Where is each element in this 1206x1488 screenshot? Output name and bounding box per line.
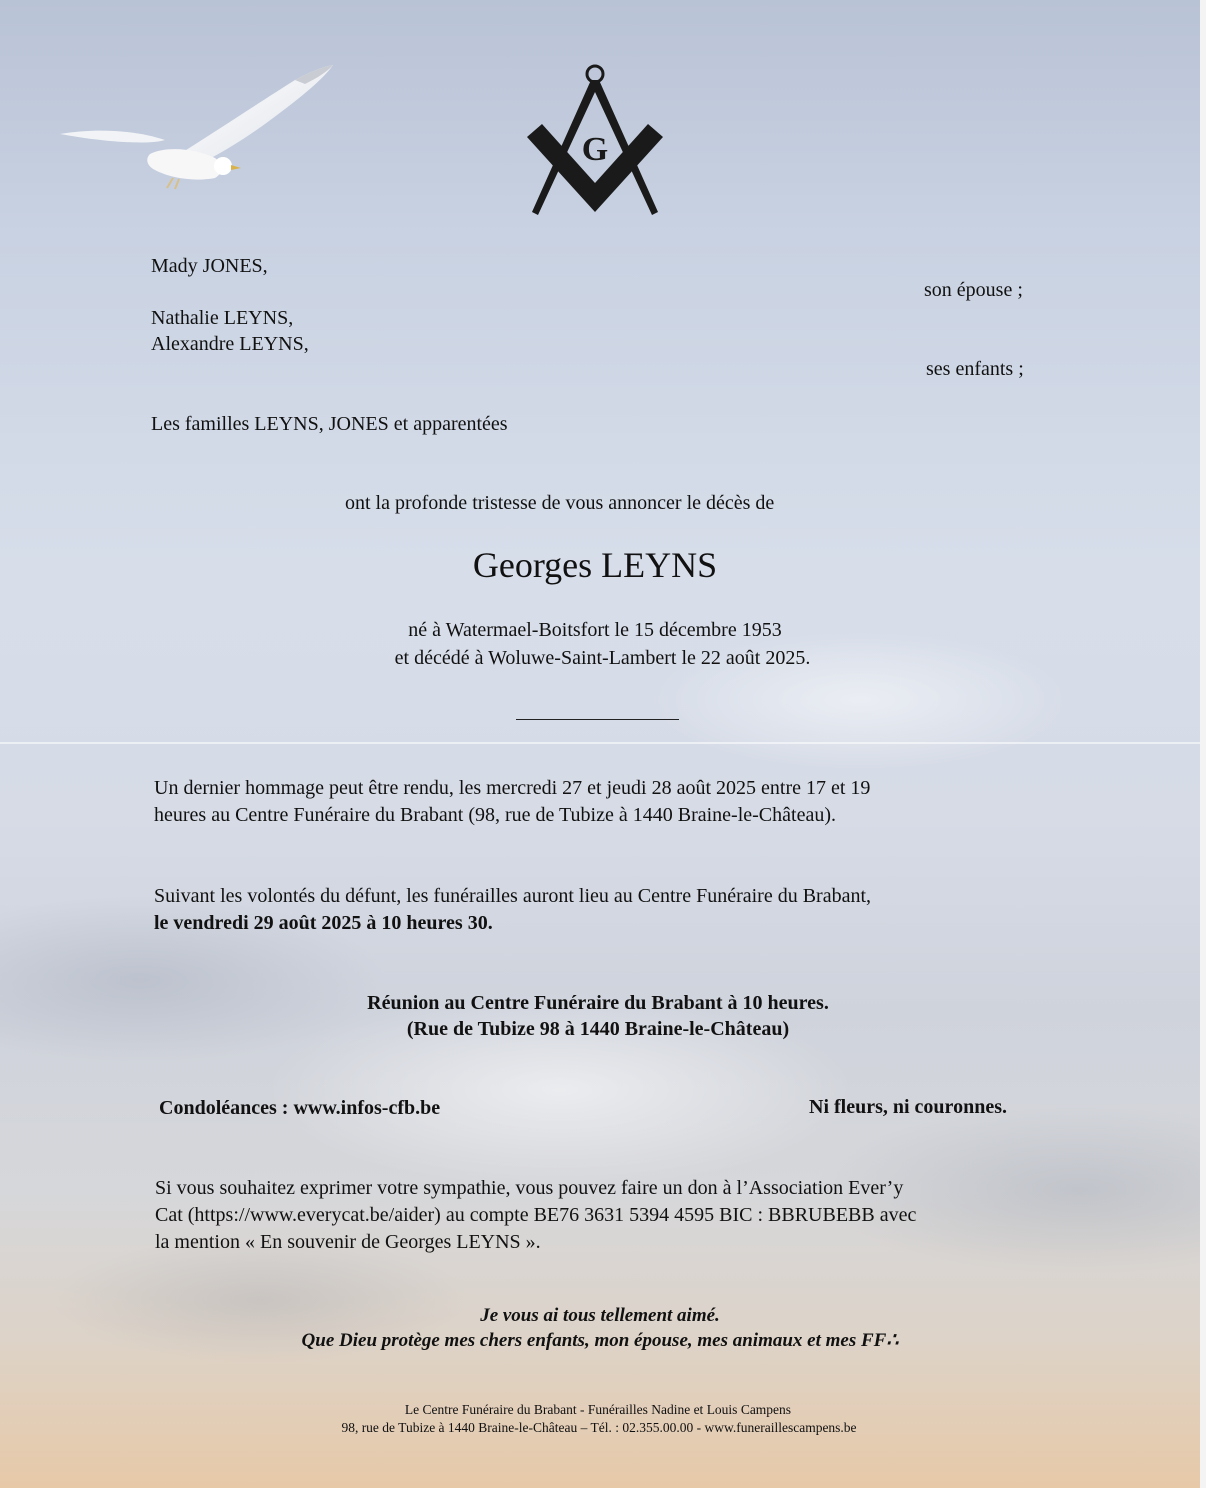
footer-line-2: 98, rue de Tubize à 1440 Braine-le-Château – Tél. : 02.355.00.00 - www.funeraillescampens.be <box>341 1420 857 1435</box>
seagull-icon <box>55 62 340 192</box>
quote-line-2: Que Dieu protège mes chers enfants, mon épouse, mes animaux et mes FF∴ <box>301 1330 899 1351</box>
quote-line-1: Je vous ai tous tellement aimé. <box>480 1305 720 1326</box>
paper-edge <box>1200 0 1206 1488</box>
condolences-line: Condoléances : www.infos-cfb.be <box>159 1097 441 1119</box>
death-line: et décédé à Woluwe-Saint-Lambert le 22 août 2025. <box>394 647 811 669</box>
spouse-role: son épouse ; <box>924 279 1023 301</box>
separator-line <box>516 719 679 720</box>
square-and-compasses-icon <box>522 62 668 220</box>
spouse-name: Mady JONES, <box>151 255 268 277</box>
footer-line-1: Le Centre Funéraire du Brabant - Funérailles Nadine et Louis Campens <box>404 1402 792 1417</box>
child-name-2: Alexandre LEYNS, <box>151 333 309 355</box>
meeting-line-2: (Rue de Tubize 98 à 1440 Braine-le-Château) <box>406 1018 790 1040</box>
child-name-1: Nathalie LEYNS, <box>151 307 294 329</box>
no-flowers-line: Ni fleurs, ni couronnes. <box>809 1096 1007 1118</box>
emblem-letter: G <box>581 131 609 168</box>
funeral-date-line: le vendredi 29 août 2025 à 10 heures 30. <box>154 912 493 934</box>
paper-fold-line <box>0 742 1200 744</box>
donation-line-1: Si vous souhaitez exprimer votre sympathie, vous pouvez faire un don à l’Association Ever’y <box>155 1177 904 1199</box>
families-line: Les familles LEYNS, JONES et apparentées <box>151 413 508 435</box>
tribute-line-1: Un dernier hommage peut être rendu, les mercredi 27 et jeudi 28 août 2025 entre 17 et 19 <box>154 777 871 799</box>
meeting-line-1: Réunion au Centre Funéraire du Brabant à 10 heures. <box>367 992 829 1014</box>
donation-line-3: la mention « En souvenir de Georges LEYNS ». <box>155 1231 541 1253</box>
funeral-line-1: Suivant les volontés du défunt, les funérailles auront lieu au Centre Funéraire du Brabant, <box>154 885 872 907</box>
children-role: ses enfants ; <box>926 358 1024 380</box>
donation-line-2: Cat (https://www.everycat.be/aider) au compte BE76 3631 5394 4595 BIC : BBRUBEBB avec <box>155 1204 917 1226</box>
tribute-line-2: heures au Centre Funéraire du Brabant (98, rue de Tubize à 1440 Braine-le-Château). <box>154 804 836 826</box>
deceased-name: Georges LEYNS <box>472 545 718 585</box>
birth-line: né à Watermael-Boitsfort le 15 décembre 1953 <box>408 619 782 641</box>
announcement-intro: ont la profonde tristesse de vous annoncer le décès de <box>345 492 775 514</box>
